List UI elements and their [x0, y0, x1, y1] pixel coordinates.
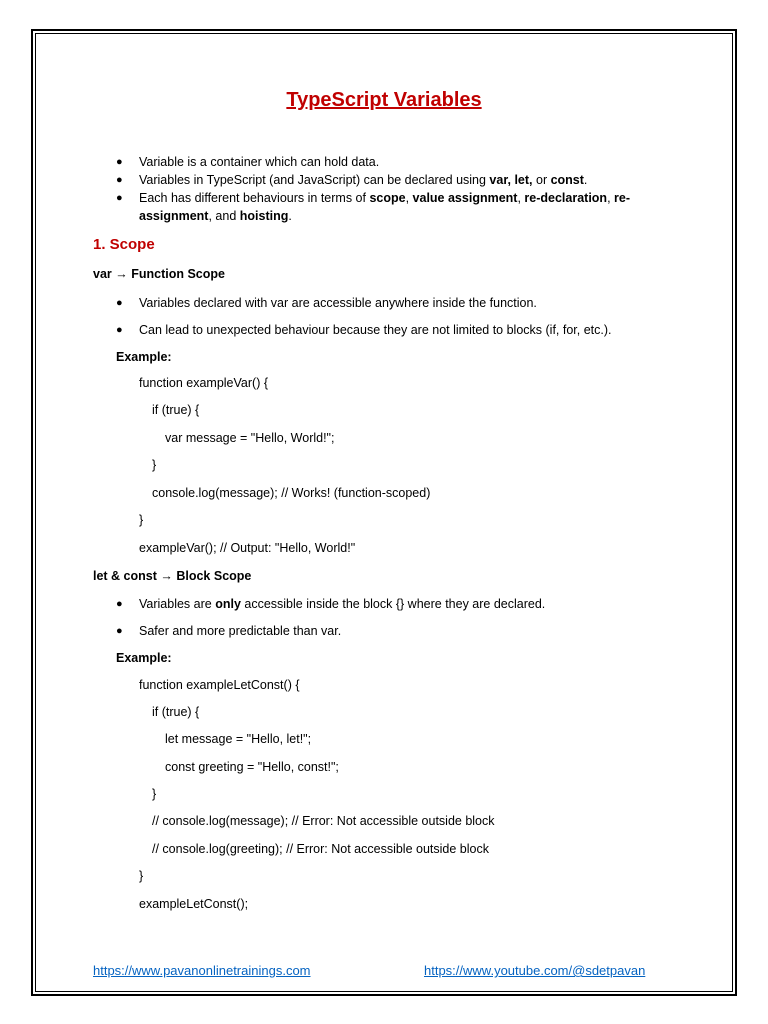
example-label: Example: [116, 350, 172, 364]
page-title: TypeScript Variables [286, 89, 482, 111]
code-line: const greeting = "Hello, const!"; [165, 760, 339, 774]
bullet-icon: ● [116, 625, 123, 637]
code-line: if (true) { [152, 403, 200, 417]
code-line: // console.log(message); // Error: Not accessible outside block [152, 814, 495, 828]
bullet-icon: ● [116, 324, 123, 336]
var-scope-heading: var → Function Scope [93, 267, 225, 281]
let-bullet-1: Variables are only accessible inside the block {} where they are declared. [139, 597, 546, 611]
intro-bullet-3-line-1: Each has different behaviours in terms of scope, value assignment, re-declaration, re- [139, 191, 631, 205]
code-line: function exampleLetConst() { [139, 678, 300, 692]
code-line: exampleLetConst(); [139, 897, 249, 911]
code-line: } [139, 513, 144, 527]
intro-bullet-3-line-2: assignment, and hoisting. [139, 209, 292, 223]
code-line: var message = "Hello, World!"; [165, 431, 335, 445]
bullet-icon: ● [116, 192, 123, 204]
footer-youtube-link[interactable]: https://www.youtube.com/@sdetpavan [424, 963, 646, 978]
code-line: let message = "Hello, let!"; [165, 732, 312, 746]
bullet-icon: ● [116, 156, 123, 168]
code-line: } [152, 787, 157, 801]
footer-website-link[interactable]: https://www.pavanonlinetrainings.com [93, 963, 311, 978]
bullet-icon: ● [116, 297, 123, 309]
intro-bullet-1: Variable is a container which can hold data. [139, 155, 380, 169]
code-line: // console.log(greeting); // Error: Not accessible outside block [152, 842, 489, 856]
let-const-scope-heading: let & const → Block Scope [93, 569, 252, 583]
bullet-icon: ● [116, 598, 123, 610]
code-line: function exampleVar() { [139, 376, 268, 390]
code-line: if (true) { [152, 705, 200, 719]
let-bullet-2: Safer and more predictable than var. [139, 624, 342, 638]
code-line: exampleVar(); // Output: "Hello, World!" [139, 541, 356, 555]
bullet-icon: ● [116, 174, 123, 186]
var-bullet-1: Variables declared with var are accessible anywhere inside the function. [139, 296, 537, 310]
code-line: } [139, 869, 144, 883]
var-bullet-2: Can lead to unexpected behaviour because they are not limited to blocks (if, for, etc.). [139, 323, 612, 337]
intro-bullet-2: Variables in TypeScript (and JavaScript) can be declared using var, let, or const. [139, 173, 588, 187]
code-line: console.log(message); // Works! (function-scoped) [152, 486, 431, 500]
section-heading-scope: 1. Scope [93, 236, 155, 253]
code-line: } [152, 458, 157, 472]
example-label: Example: [116, 651, 172, 665]
